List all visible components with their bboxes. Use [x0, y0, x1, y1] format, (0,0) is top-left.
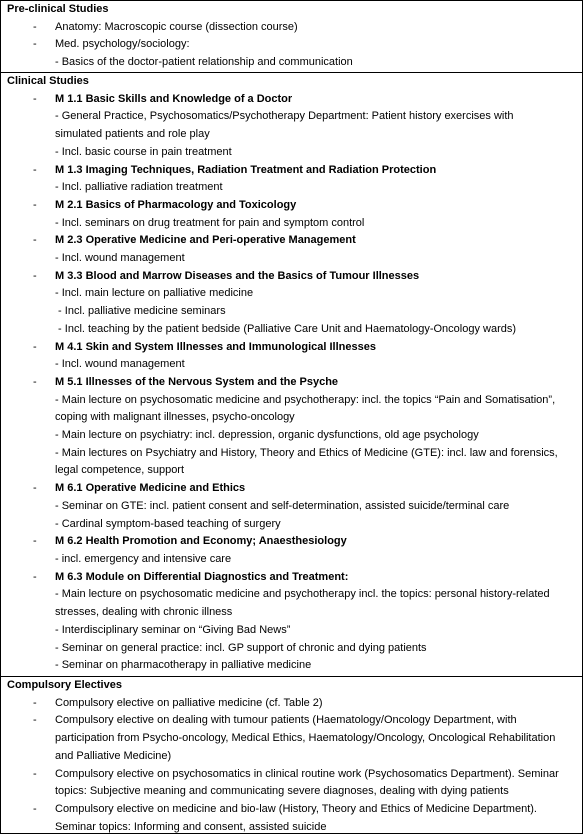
section-clinical [1, 73, 582, 677]
bullet: - [33, 20, 37, 33]
module-title: M 6.3 Module on Differential Diagnostics and Treatment: [55, 570, 349, 583]
elective-list [1, 695, 582, 836]
module-detail [1, 285, 582, 303]
module-detail [1, 427, 582, 445]
module-detail [1, 622, 582, 640]
module-title: M 5.1 Illnesses of the Nervous System and the Psyche [55, 375, 339, 388]
bullet: - [33, 198, 37, 211]
module-title-line [1, 533, 582, 551]
section-preclinical [1, 1, 582, 73]
bullet: - [33, 163, 37, 176]
module-detail [1, 604, 582, 622]
section-title: Pre-clinical Studies [7, 3, 109, 15]
bullet: - [33, 535, 37, 548]
list-item [1, 19, 582, 37]
detail-text: simulated patients and role play [55, 128, 210, 141]
module-detail [1, 462, 582, 480]
detail-text: - Seminar on GTE: incl. patient consent and self-determination, assisted suicide/terminal care [55, 499, 510, 512]
elective-item-continued [1, 730, 582, 748]
detail-text: - Incl. palliative medicine seminars [55, 305, 226, 318]
bullet: - [33, 696, 37, 709]
detail-text: - Incl. basic course in pain treatment [55, 145, 232, 158]
module-title-line [1, 374, 582, 392]
detail-text: - incl. emergency and intensive care [55, 552, 232, 565]
bullet: - [33, 92, 37, 105]
elective-item [1, 801, 582, 819]
module-detail [1, 445, 582, 463]
module-title-line [1, 339, 582, 357]
module-title: M 1.1 Basic Skills and Knowledge of a Doctor [55, 92, 293, 105]
section-electives [1, 677, 582, 836]
detail-text: - Main lecture on psychiatry: incl. depression, organic dysfunctions, old age psychology [55, 429, 479, 442]
bullet: - [33, 38, 37, 51]
detail-text: - Interdisciplinary seminar on “Giving Bad News” [55, 623, 291, 636]
elective-item [1, 712, 582, 730]
module-title: M 1.3 Imaging Techniques, Radiation Treatment and Radiation Protection [55, 163, 437, 176]
list-item [1, 36, 582, 54]
elective-text: and Palliative Medicine) [55, 749, 172, 762]
detail-text: coping with malignant illnesses, psycho-oncology [55, 411, 295, 424]
detail-text: - Seminar on general practice: incl. GP support of chronic and dying patients [55, 641, 427, 654]
bullet: - [33, 570, 37, 583]
elective-text: participation from Psycho-oncology, Medical Ethics, Haematology/Oncology, Oncological Rehabilitation [55, 732, 556, 745]
item-text: Med. psychology/sociology: [55, 38, 190, 51]
module-list [1, 91, 582, 675]
elective-text: Seminar topics: Informing and consent, assisted suicide [55, 820, 327, 833]
module-title: M 6.2 Health Promotion and Economy; Anaesthesiology [55, 535, 347, 548]
detail-text: - Incl. wound management [55, 358, 185, 371]
section-title: Compulsory Electives [7, 679, 122, 691]
elective-item-continued [1, 783, 582, 801]
module-title-line [1, 232, 582, 250]
bullet: - [33, 269, 37, 282]
elective-item-continued [1, 748, 582, 766]
module-detail [1, 516, 582, 534]
detail-text: - Incl. palliative radiation treatment [55, 181, 223, 194]
elective-item-continued [1, 819, 582, 836]
module-detail [1, 126, 582, 144]
detail-text: - Main lecture on psychosomatic medicine and psychotherapy: incl. the topics “Pain and Somatisation”, [55, 393, 556, 406]
bullet: - [33, 482, 37, 495]
elective-text: Compulsory elective on dealing with tumour patients (Haematology/Oncology Department, with [55, 714, 517, 727]
module-detail [1, 303, 582, 321]
detail-text: - Main lectures on Psychiatry and History, Theory and Ethics of Medicine (GTE): incl. law and forensics, [55, 446, 558, 459]
detail-text: stresses, dealing with chronic illness [55, 606, 233, 619]
sub-text: - Basics of the doctor-patient relationship and communication [55, 56, 353, 69]
module-title: M 3.3 Blood and Marrow Diseases and the Basics of Tumour Illnesses [55, 269, 420, 282]
module-detail [1, 551, 582, 569]
module-detail [1, 392, 582, 410]
elective-text: topics: Subjective meaning and communicating severe diagnoses, dealing with dying patients [55, 785, 509, 798]
detail-text: - Cardinal symptom-based teaching of surgery [55, 517, 281, 530]
elective-text: Compulsory elective on psychosomatics in clinical routine work (Psychosomatics Department). Seminar [55, 767, 559, 780]
module-title: M 2.1 Basics of Pharmacology and Toxicology [55, 198, 297, 211]
module-detail [1, 640, 582, 658]
module-detail [1, 356, 582, 374]
module-title-line [1, 569, 582, 587]
module-detail [1, 498, 582, 516]
bullet: - [33, 714, 37, 727]
module-detail [1, 321, 582, 339]
module-title-line [1, 162, 582, 180]
detail-text: - Incl. seminars on drug treatment for pain and symptom control [55, 216, 365, 229]
item-text: Anatomy: Macroscopic course (dissection course) [55, 20, 298, 33]
module-detail [1, 586, 582, 604]
module-title-line [1, 480, 582, 498]
bullet: - [33, 802, 37, 815]
module-detail [1, 144, 582, 162]
detail-text: - Seminar on pharmacotherapy in palliative medicine [55, 659, 312, 672]
module-detail [1, 215, 582, 233]
elective-item [1, 766, 582, 784]
bullet: - [33, 375, 37, 388]
module-title-line [1, 268, 582, 286]
module-title-line [1, 197, 582, 215]
elective-text: Compulsory elective on medicine and bio-law (History, Theory and Ethics of Medicine Department). [55, 802, 537, 815]
detail-text: - Incl. teaching by the patient bedside (Palliative Care Unit and Haematology-Oncology wards) [55, 322, 517, 335]
module-detail [1, 108, 582, 126]
module-title: M 2.3 Operative Medicine and Peri-operative Management [55, 234, 356, 247]
module-title: M 4.1 Skin and System Illnesses and Immunological Illnesses [55, 340, 376, 353]
detail-text: - General Practice, Psychosomatics/Psychotherapy Department: Patient history exercises with [55, 110, 514, 123]
module-detail [1, 250, 582, 268]
detail-text: legal competence, support [55, 464, 185, 477]
module-detail [1, 409, 582, 427]
bullet: - [33, 340, 37, 353]
elective-item [1, 695, 582, 713]
sub-item [1, 54, 582, 72]
module-detail [1, 179, 582, 197]
module-title-line [1, 91, 582, 109]
bullet: - [33, 767, 37, 780]
section-title: Clinical Studies [7, 75, 89, 87]
bullet: - [33, 234, 37, 247]
detail-text: - Incl. main lecture on palliative medicine [55, 287, 254, 300]
detail-text: - Incl. wound management [55, 252, 185, 265]
detail-text: - Main lecture on psychosomatic medicine and psychotherapy incl. the topics: personal history-related [55, 588, 550, 601]
module-title: M 6.1 Operative Medicine and Ethics [55, 482, 246, 495]
module-detail [1, 657, 582, 675]
elective-text: Compulsory elective on palliative medicine (cf. Table 2) [55, 696, 323, 709]
